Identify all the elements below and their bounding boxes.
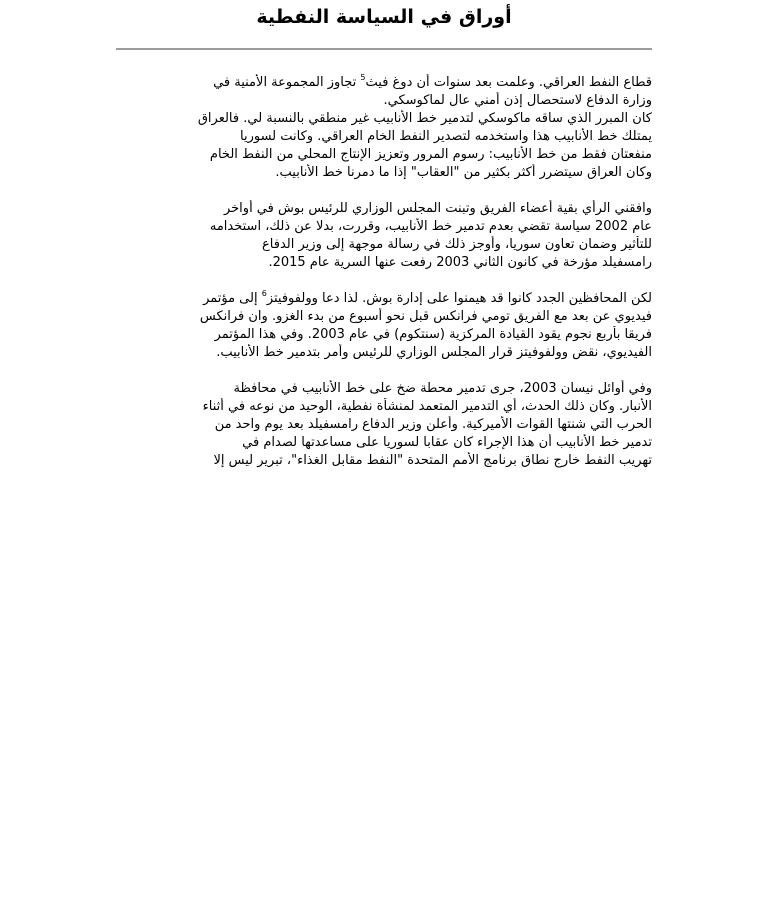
- text-segment: منفعتان فقط من خط الأنابيب: رسوم المرور وتعزيز الإنتاج المحلي من النفط الخام: [209, 147, 652, 162]
- text-segment: تدمير خط الأنابيب أن هذا الإجراء كان عقابا لسوريا على مساعدتها لصدام في: [242, 435, 652, 450]
- body-paragraph: [116, 290, 652, 362]
- text-segment: فيديوي عن بعد مع الفريق تومي فرانكس قبل نحو أسبوع من بدء الغزو. وان فرانكس: [199, 309, 652, 324]
- text-segment: الأنبار. وكان ذلك الحدث، أي التدمير المتعمد لمنشأة نفطية، الوحيد من نوعه في أثناء: [202, 399, 652, 414]
- text-segment: إلى مؤتمر: [203, 291, 262, 306]
- text-segment: لكن المحافظين الجدد كانوا قد هيمنوا على إدارة بوش. لذا دعا وولفوفيتز: [266, 291, 652, 306]
- document-body: [116, 74, 652, 488]
- text-segment: قطاع النفط العراقي. وعلمت بعد سنوات أن دوغ فيث: [365, 75, 652, 90]
- text-line: [116, 218, 652, 236]
- footnote-marker[interactable]: 5: [360, 74, 366, 82]
- text-segment: عام 2002 سياسة تقضي بعدم تدمير خط الأنابيب، وقررت، بدلا عن ذلك، استخدامه: [209, 219, 652, 234]
- text-segment: الحرب التي شنتها القوات الأميركية. وأعلن وزير الدفاع رامسفيلد بعد يوم واحد من: [214, 417, 652, 432]
- text-segment: فريقا بأربع نجوم يقود القيادة المركزية (سنتكوم) في عام 2003. وفي هذا المؤتمر: [214, 327, 652, 342]
- footnote-marker[interactable]: 6: [261, 290, 267, 298]
- text-line: [116, 434, 652, 452]
- text-segment: الفيديوي، نقض وولفوفيتز قرار المجلس الوزاري للرئيس وأمر بتدمير خط الأنابيب.: [216, 345, 652, 360]
- text-line: [116, 236, 652, 254]
- text-line: [116, 110, 652, 128]
- text-segment: تجاوز المجموعة الأمنية في: [213, 75, 361, 90]
- text-segment: كان المبرر الذي ساقه ماكوسكي لتدمير خط الأنابيب غير منطقي بالنسبة لي. فالعراق: [197, 111, 652, 126]
- text-line: [116, 290, 652, 308]
- text-segment: للتأثير وضمان تعاون سوريا، وأوجز ذلك في رسالة موجهة إلى وزير الدفاع: [262, 237, 652, 252]
- text-line: [116, 308, 652, 326]
- text-line: [116, 200, 652, 218]
- text-segment: رامسفيلد مؤرخة في كانون الثاني 2003 رفعت عنها السرية عام 2015.: [268, 255, 652, 270]
- body-paragraph: [116, 74, 652, 182]
- page-header-title: أوراق في السياسة النفطية: [256, 6, 512, 28]
- text-line: [116, 380, 652, 398]
- text-line: [116, 416, 652, 434]
- text-line: [116, 164, 652, 182]
- text-line: [116, 92, 652, 110]
- text-line: [116, 452, 652, 470]
- header-divider: [116, 48, 652, 50]
- text-line: [116, 146, 652, 164]
- text-line: [116, 74, 652, 92]
- body-paragraph: [116, 200, 652, 272]
- text-segment: وكان العراق سيتضرر أكثر بكثير من "العقاب" إذا ما دمرنا خط الأنابيب.: [275, 165, 652, 180]
- text-segment: يمتلك خط الأنابيب هذا واستخدمه لتصدير النفط الخام العراقي. وكانت لسوريا: [240, 129, 652, 144]
- text-line: [116, 128, 652, 146]
- text-segment: وفي أوائل نيسان 2003، جرى تدمير محطة ضخ على خط الأنابيب في محافظة: [233, 381, 652, 396]
- text-line: [116, 326, 652, 344]
- body-paragraph: [116, 380, 652, 470]
- text-segment: تهريب النفط خارج نطاق برنامج الأمم المتحدة "النفط مقابل الغذاء"، تبرير ليس إلا: [213, 453, 652, 468]
- text-line: [116, 398, 652, 416]
- text-line: [116, 344, 652, 362]
- text-line: [116, 254, 652, 272]
- text-segment: وافقني الرأي بقية أعضاء الفريق وتبنت المجلس الوزاري للرئيس بوش في أواخر: [223, 201, 652, 216]
- text-segment: وزارة الدفاع لاستحصال إذن أمني عال لماكوسكي.: [383, 93, 652, 108]
